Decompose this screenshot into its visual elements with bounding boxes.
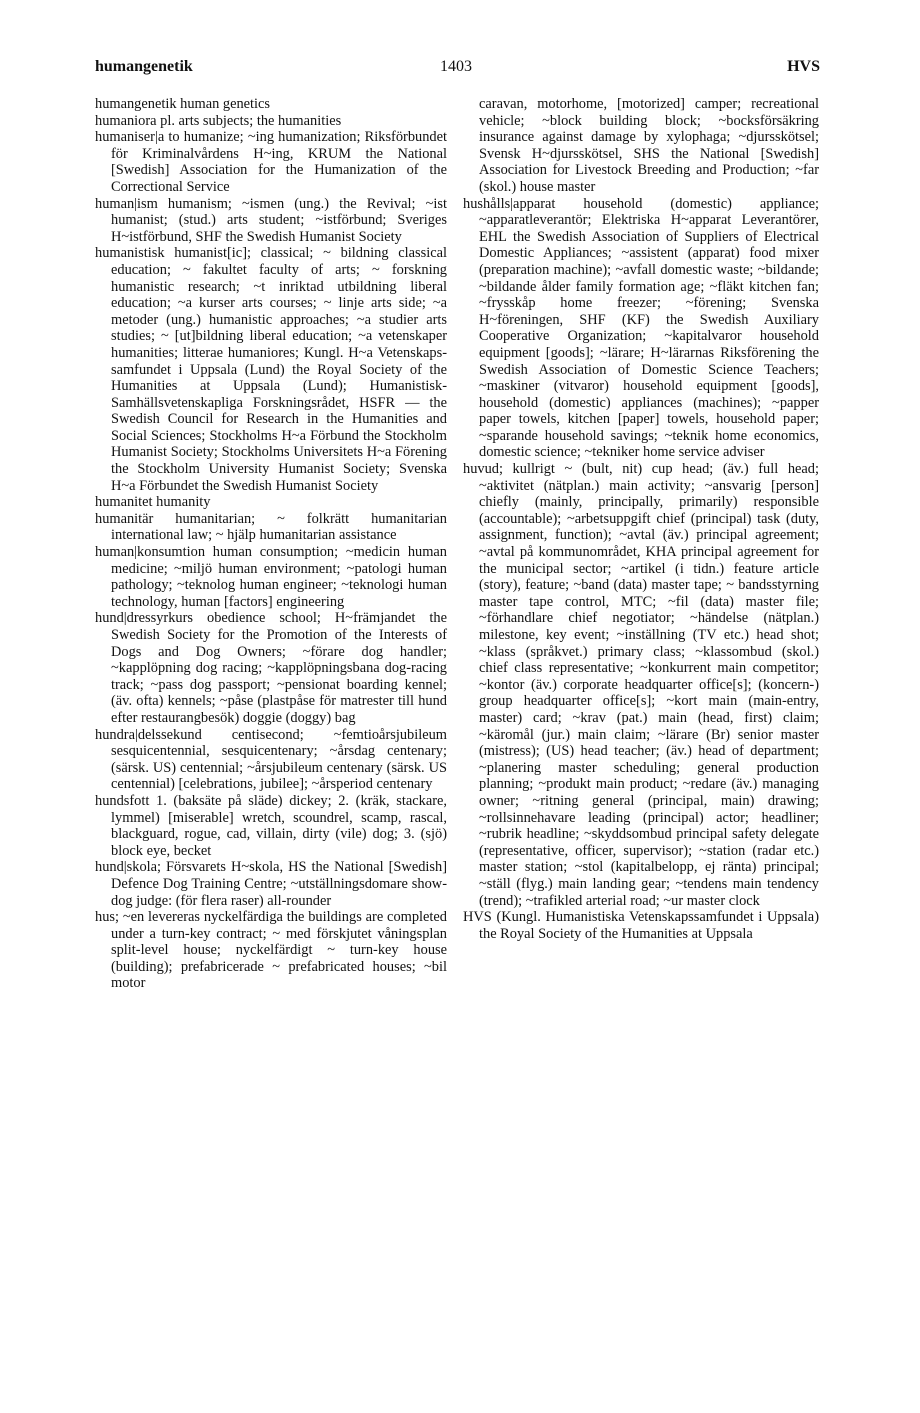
dictionary-entry: humanistisk humanist[ic]; classical; ~ bildning classical education; ~ fakultet faculty of arts; ~ forskning humanistic research; ~t inriktad utbildning liberal education; ~a kurser arts courses; ~ linje arts side; ~a metoder (ung.) humanistic approaches; ~a studier arts studies; ~ [ut]bildning liberal education; ~a vetenskaper humanities; litterae humaniores; Kungl. H~a Vetenskaps-samfundet i Uppsala (Lund) the Royal Society of the Humanities at Uppsala (Lund); Humanistisk-Samhällsvetenskapliga Forskningsrådet, HSFR — the Swedish Council for Research in the Humanities and Social Sciences; Stockholms H~a Förbund the Stockholm Humanist Society; Stockholms Universitets H~a Förening the Stockholm University Humanist Society; Svenska H~a Förbundet the Swedish Humanist Society — [95, 245, 447, 494]
dictionary-entry: hundra|delssekund centisecond; ~femtioårsjubileum sesquicentennial, sesquicentenary; ~årsdag centenary; (särsk. US) centennial; ~årsjubileum centenary (särsk. US centennial) [celebrations, jubilee]; ~årsperiod centenary — [95, 726, 447, 793]
dictionary-entry: humanitet humanity — [95, 494, 211, 511]
dictionary-entry: hus; ~en levereras nyckelfärdiga the buildings are completed under a turn-key contract; ~ med förskjutet våningsplan split-level house; nyckelfärdigt ~ turn-key house (building); prefabricerade ~ prefabricated houses; ~bil motor — [95, 909, 447, 992]
dictionary-entry: human|konsumtion human consumption; ~medicin human medicine; ~miljö human environment; ~patologi human pathology; ~teknolog human engineer; ~teknologi human technology, human [factors] engineering — [95, 544, 447, 610]
dictionary-entry: hushålls|apparat household (domestic) appliance; ~apparatleverantör; Elektriska H~apparat Leverantörer, EHL the Swedish Association of Suppliers of Electrical Domestic Appliances; ~assistent (apparat) food mixer (preparation machine); ~avfall domestic waste; ~bildande; ~bildande ålder family formation age; ~fläkt kitchen fan; ~frysskåp home freezer; ~förening; Svenska H~föreningen, SHF (KF) the Swedish Auxiliary Cooperative Organization; ~kapitalvaror household equipment [goods]; ~lärare; H~lärarnas Riksförening the Swedish Association of Domestic Science Teachers; ~maskiner (vitvaror) household equipment [goods], household (domestic) appliances (machines); ~papper paper towels, kitchen [paper] towels, household paper; ~sparande household savings; ~teknik home economics, domestic science; ~tekniker home service adviser — [463, 195, 819, 461]
left-guide-word: humangenetik — [95, 58, 193, 75]
page-header — [95, 58, 820, 80]
dictionary-entry: humangenetik human genetics — [95, 96, 271, 112]
dictionary-entry: hund|skola; Försvarets H~skola, HS the National [Swedish] Defence Dog Training Centre; ~utställningsdomare show-dog judge: (för flera raser) all-rounder — [95, 859, 447, 909]
dictionary-entry: humanitär humanitarian; ~ folkrätt humanitarian international law; ~ hjälp humanitarian assistance — [95, 510, 447, 544]
right-guide-word: HVS — [787, 58, 820, 75]
dictionary-entry: hundsfott 1. (baksäte på släde) dickey; 2. (kräk, stackare, lymmel) [miserable] wretch, scoundrel, scamp, rascal, blackguard, rogue, cad, villain, dirty (vile) dog; 3. (sjö) block eye, becket — [95, 792, 447, 859]
dictionary-entry: humaniser|a to humanize; ~ing humanization; Riksförbundet för Kriminalvårdens H~ing, KRUM the National [Swedish] Association for the Humanization of the Correctional Service — [95, 129, 447, 195]
left-column — [95, 96, 447, 992]
dictionary-entry: huvud; kullrigt ~ (bult, nit) cup head; (äv.) full head; ~aktivitet (nätplan.) main activity; ~ansvarig [person] chiefly (mainly, principally, primarily) responsible (accountable); ~arbetsuppgift chief (principal) task (duty, assignment, function); ~avtal (äv.) principal agreement; ~avtal på kommunområdet, KHA principal agreement for the municipal sector; ~artikel (i tidn.) feature article (story), feature; ~band (data) master tape; ~ bandsstyrning master tape control, MTC; ~fil (data) master file; ~förhandlare chief negotiator; ~händelse (nätplan.) milestone, key event; ~inställning (TV etc.) head shot; ~klass (språkvet.) primary class; ~klassombud (skol.) chief class representative; ~konkurrent main competitor; ~kontor (äv.) corporate headquarter office[s]; (koncern-) group headquarter office[s]; ~kort main (main-entry, master) card; ~krav (pat.) main (head, first) claim; ~käromål (jur.) main claim; ~lärare (Br) senior master (mistress); (US) head teacher; (äv.) head of department; ~planering master scheduling; general production planning; ~produkt main product; ~redare (äv.) managing owner; ~ritning general (principal, main) drawing; ~rollsinnehavare leading (principal) actor; headliner; ~rubrik headline; ~skyddsombud principal safety delegate (representative, officer, supervisor); ~station (radar etc.) master station; ~stol (kapitalbelopp, ej ränta) principal; ~ställ (flyg.) main landing gear; ~tendens main tendency (trend); ~trafikled arterial road; ~ur master clock — [463, 461, 819, 909]
dictionary-entry: human|ism humanism; ~ismen (ung.) the Revival; ~ist humanist; (stud.) arts student; ~istförbund; Sveriges H~istförbund, SHF the Swedish Humanist Society — [95, 195, 447, 245]
dictionary-entry: humaniora pl. arts subjects; the humanities — [95, 112, 342, 129]
dictionary-entry-continued: caravan, motorhome, [motorized] camper; recreational vehicle; ~block building block; ~bocksförsäkring insurance against damage by xylophaga; ~djursskötsel; Svensk H~djursskötsel, SHS the National [Swedish] Association for Livestock Breeding and Production; ~far (skol.) house master — [479, 96, 819, 195]
dictionary-entry: HVS (Kungl. Humanistiska Vetenskapssamfundet i Uppsala) the Royal Society of the Humanities at Uppsala — [463, 909, 819, 942]
right-column — [463, 96, 819, 942]
page-number: 1403 — [440, 58, 472, 75]
dictionary-entry: hund|dressyrkurs obedience school; H~främjandet the Swedish Society for the Promotion of the Interests of Dogs and Dog Owners; ~förare dog handler; ~kapplöpning dog racing; ~kapplöpningsbana dog-racing track; ~pass dog passport; ~pensionat boarding kennel; (äv. ofta) kennels; ~påse (plastpåse för matrester till hund efter restaurangbesök) doggie (doggy) bag — [95, 610, 447, 726]
